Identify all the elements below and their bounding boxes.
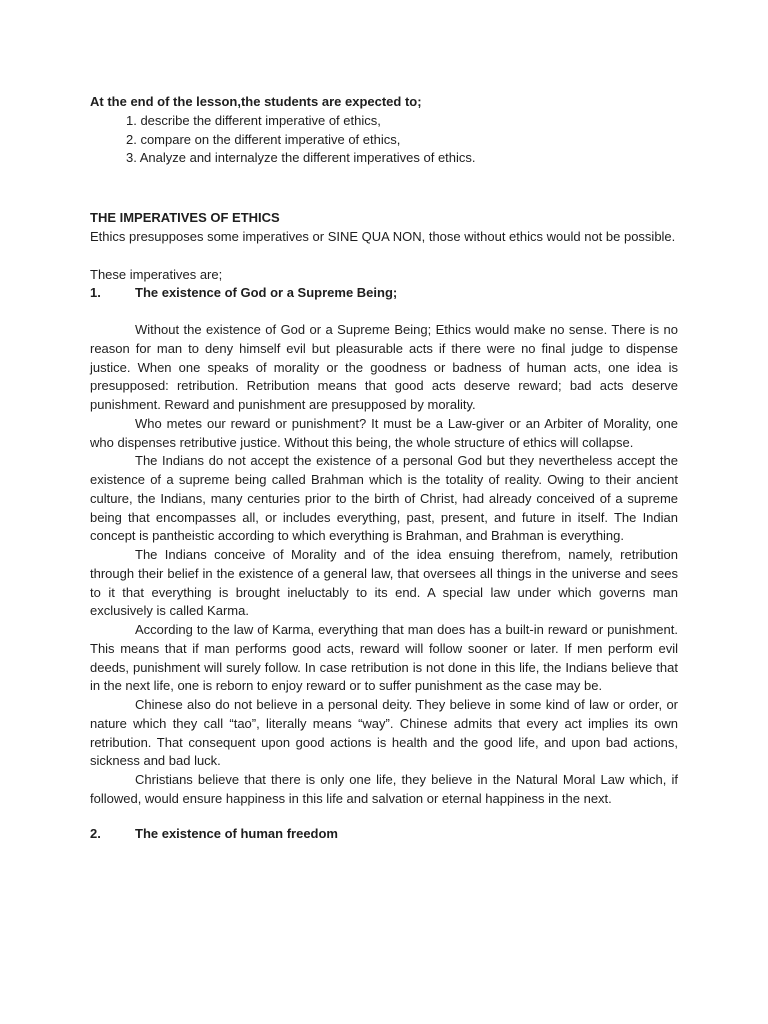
objective-item: 2. compare on the different imperative of ethics,: [126, 131, 401, 147]
paragraph-spacer: [90, 303, 678, 321]
section-intro: Ethics presupposes some imperatives or SINE QUA NON, those without ethics would not be possible.: [90, 228, 676, 244]
body-paragraph: Chinese also do not believe in a personal deity. They believe in some kind of law or order, or nature which they call “tao”, literally means “way”. Chinese admits that every act implies its own retribution. That consequent upon good actions is health and the good life, and upon bad actions, sickness and bad luck.: [90, 697, 678, 769]
body-paragraph: Who metes our reward or punishment? It must be a Law-giver or an Arbiter of Morality, one who dispenses retributive justice. Without this being, the whole structure of ethics will collapse.: [90, 415, 678, 450]
body-paragraph: The Indians conceive of Morality and of the idea ensuing therefrom, namely, retribution through their belief in the existence of a general law, that oversees all things in the universe and sees to it that everything is brought ineluctably to its end. A special law under which governs man exclusively is called Karma.: [90, 547, 678, 619]
objectives-heading: At the end of the lesson,the students are expected to;: [90, 94, 422, 109]
body-paragraph: Christians believe that there is only one life, they believe in the Natural Moral Law which, if followed, would ensure happiness in this life and salvation or eternal happiness in the next.: [90, 772, 678, 806]
objective-item: 3. Analyze and internalyze the different imperatives of ethics.: [126, 150, 476, 166]
imperative-2-number: 2.: [90, 825, 101, 841]
imperative-1-number: 1.: [90, 285, 101, 301]
imperative-1-heading: [90, 284, 678, 303]
imperative-2-title: The existence of human freedom: [135, 825, 338, 841]
body-paragraph: Without the existence of God or a Supreme Being; Ethics would make no sense. There is no reason for man to deny himself evil but pleasurable acts if there were no final judge to dispense justice. When one speaks of morality or the goodness or badness of human acts, one idea is presupposed: retribution. Retribution means that good acts deserve reward; bad acts deserve punishment. Reward and punishment are presupposed by morality.: [90, 322, 678, 412]
objectives-list: [90, 112, 678, 168]
document-page: [90, 93, 678, 843]
section-title: THE IMPERATIVES OF ETHICS: [90, 210, 280, 225]
imperatives-lead: These imperatives are;: [90, 266, 223, 282]
body-paragraph: According to the law of Karma, everything that man does has a built-in reward or punishment. This means that if man performs good acts, reward will follow sooner or later. If men perform evil deeds, punishment will surely follow. In case retribution is not done in this life, the Indians believe that in the next life, one is reborn to enjoy reward or to suffer punishment as the case may be.: [90, 622, 678, 694]
body-paragraph: The Indians do not accept the existence of a personal God but they nevertheless accept the existence of a supreme being called Brahman which is the totality of reality. Owing to their ancient culture, the Indians, many centuries prior to the birth of Christ, had already conceived of a supreme being that encompasses all, or includes everything, past, present, and future in itself. The Indian concept is pantheistic according to which everything is Brahman, and Brahman is everything.: [90, 453, 678, 544]
objective-item: 1. describe the different imperative of ethics,: [126, 112, 381, 128]
imperative-2-heading: [90, 825, 678, 844]
imperative-1-title: The existence of God or a Supreme Being;: [135, 285, 398, 301]
